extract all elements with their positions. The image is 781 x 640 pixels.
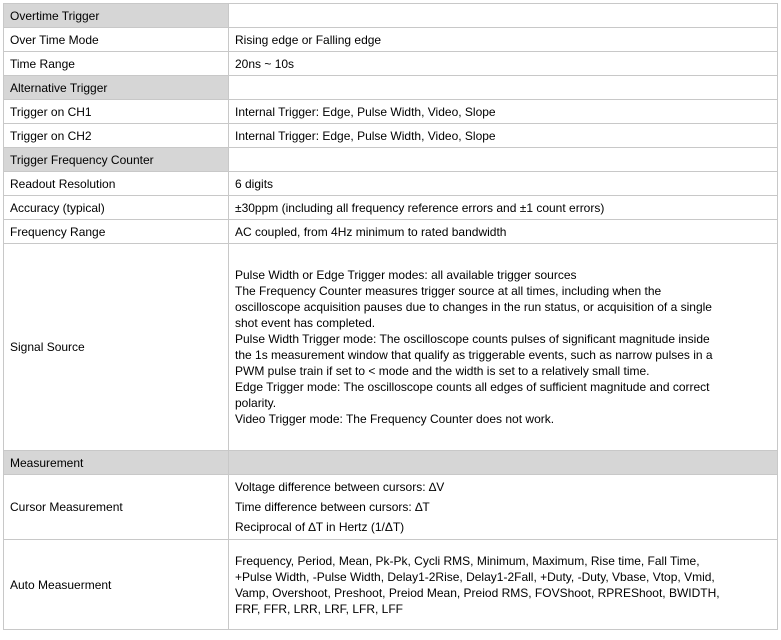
section-row-overtime-trigger [4, 4, 778, 28]
row-label: Trigger on CH2 [4, 124, 229, 148]
table-row-auto-measurement [4, 540, 778, 630]
text-line: polarity. [235, 396, 277, 410]
table-row [4, 28, 778, 52]
text-line: FRF, FFR, LRR, LRF, LFR, LFF [235, 601, 404, 616]
text-line: PWM pulse train if set to < mode and the width is set to a relatively small time. [235, 364, 650, 378]
row-label: Trigger on CH1 [4, 100, 229, 124]
row-label: Over Time Mode [4, 28, 229, 52]
table-row [4, 124, 778, 148]
text-line: Vamp, Overshoot, Preshoot, Preiod Mean, Preiod RMS, FOVShoot, RPREShoot, BWIDTH, [235, 585, 720, 600]
table-row-signal-source [4, 244, 778, 451]
table-row [4, 220, 778, 244]
text-line: Voltage difference between cursors: ∆V [235, 480, 445, 494]
text-line: Edge Trigger mode: The oscilloscope counts all edges of sufficient magnitude and correct [235, 380, 710, 394]
row-label: Accuracy (typical) [4, 196, 229, 220]
section-value [229, 148, 778, 172]
row-value-multiline [229, 244, 778, 451]
text-line: Time difference between cursors: ∆T [235, 500, 430, 514]
row-label: Readout Resolution [4, 172, 229, 196]
text-line: Reciprocal of ∆T in Hertz (1/ΔT) [235, 520, 405, 534]
text-line: Pulse Width Trigger mode: The oscilloscope counts pulses of significant magnitude inside [235, 332, 710, 346]
section-row-measurement [4, 451, 778, 475]
row-value: ±30ppm (including all frequency reference errors and ±1 count errors) [229, 196, 778, 220]
text-line: Pulse Width or Edge Trigger modes: all available trigger sources [235, 268, 577, 282]
text-line: The Frequency Counter measures trigger source at all times, including when the [235, 284, 662, 298]
table-row [4, 52, 778, 76]
section-header: Alternative Trigger [4, 76, 229, 100]
table-row [4, 196, 778, 220]
row-label: Cursor Measurement [4, 475, 229, 540]
section-value [229, 4, 778, 28]
section-value [229, 451, 778, 475]
table-row [4, 100, 778, 124]
row-label: Time Range [4, 52, 229, 76]
spec-table [3, 3, 778, 630]
row-value-multiline [229, 475, 778, 540]
text-line: +Pulse Width, -Pulse Width, Delay1-2Rise, Delay1-2Fall, +Duty, -Duty, Vbase, Vtop, Vmid, [235, 569, 715, 584]
section-header: Trigger Frequency Counter [4, 148, 229, 172]
section-row-alternative-trigger [4, 76, 778, 100]
row-label: Auto Measuerment [4, 540, 229, 630]
row-value: 20ns ~ 10s [229, 52, 778, 76]
text-line: the 1s measurement window that qualify as triggerable events, such as narrow pulses in a [235, 348, 713, 362]
text-line: shot event has completed. [235, 316, 376, 330]
text-line: oscilloscope acquisition pauses due to changes in the run status, or acquisition of a single [235, 300, 712, 314]
text-line: Video Trigger mode: The Frequency Counter does not work. [235, 412, 555, 426]
row-value: Internal Trigger: Edge, Pulse Width, Video, Slope [229, 100, 778, 124]
row-value-multiline [229, 540, 778, 630]
table-row-cursor-measurement [4, 475, 778, 540]
row-value: Rising edge or Falling edge [229, 28, 778, 52]
section-header: Measurement [4, 451, 229, 475]
section-header: Overtime Trigger [4, 4, 229, 28]
table-row [4, 172, 778, 196]
section-value [229, 76, 778, 100]
text-line: Frequency, Period, Mean, Pk-Pk, Cycli RMS, Minimum, Maximum, Rise time, Fall Time, [235, 553, 700, 568]
row-value: AC coupled, from 4Hz minimum to rated bandwidth [229, 220, 778, 244]
row-value: 6 digits [229, 172, 778, 196]
row-value: Internal Trigger: Edge, Pulse Width, Video, Slope [229, 124, 778, 148]
row-label: Frequency Range [4, 220, 229, 244]
row-label: Signal Source [4, 244, 229, 451]
section-row-trigger-frequency-counter [4, 148, 778, 172]
